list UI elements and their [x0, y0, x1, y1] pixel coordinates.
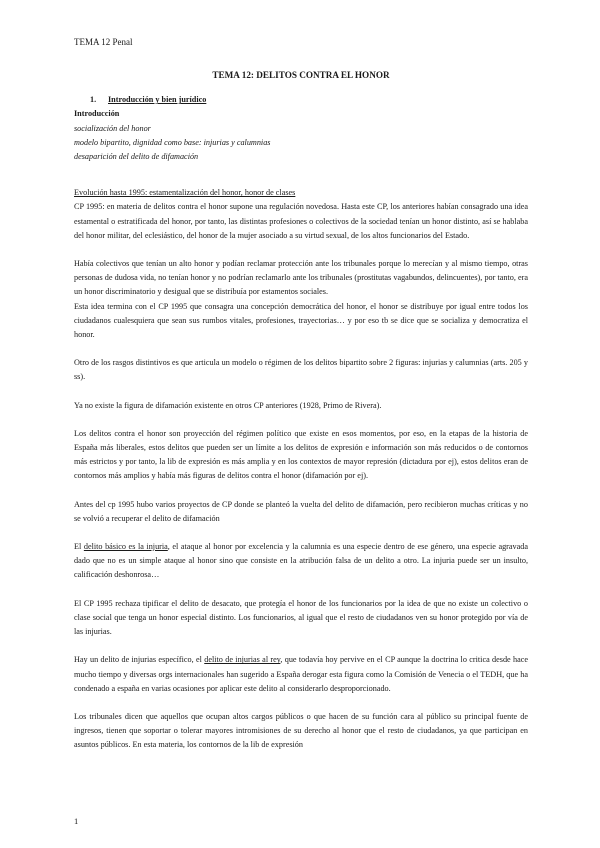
running-header: TEMA 12 Penal [74, 37, 133, 47]
paragraph: Otro de los rasgos distintivos es que articula un modelo o régimen de los delitos bipartito sobre 2 figuras: injurias y calumnias (arts. 205 y ss). [74, 358, 528, 382]
section-number: 1. [90, 95, 97, 105]
paragraph-text: Hay un delito de injurias específico, el [74, 655, 205, 665]
paragraph [74, 653, 528, 696]
underlined-term: delito básico es la injuria [83, 542, 168, 552]
intro-heading: Introducción [74, 109, 120, 119]
paragraph: Antes del cp 1995 hubo varios proyectos de CP donde se planteó la vuelta del delito de difamación, pero recibieron muchas críticas y no se volvió a recuperar el delito de difamación [74, 499, 528, 523]
page-number: 1 [74, 816, 79, 826]
paragraph-text: , que todavía hoy pervive en el CP aunque la doctrina lo critica desde hace mucho tiempo y diversas orgs internacionales han sugerido a España derogar esta figura como la Comisión de Venecia o el TEDH, que ha condenado a españa en varias ocasiones por aplicar este delito al considerarlo desproporcionado. [74, 655, 529, 693]
section-heading [90, 93, 528, 107]
paragraph: Ya no existe la figura de difamación existente en otros CP anteriores (1928, Primo de Rivera). [74, 400, 382, 410]
document-body [74, 68, 528, 753]
intro-item: desaparición del delito de difamación [74, 152, 199, 162]
paragraph: El CP 1995 rechaza tipificar el delito de desacato, que protegía el honor de los funcionarios por la idea de que no existe un colectivo o clase social que tenga un honor especial distinto. Los funcionarios, al igual que el resto de ciudadanos ven su honor protegido por vía de las injurias. [74, 598, 528, 637]
intro-item: modelo bipartito, dignidad como base: injurias y calumnias [74, 137, 271, 147]
subheading: Evolución hasta 1995: estamentalización del honor, honor de clases [74, 188, 296, 198]
paragraph [74, 540, 528, 583]
paragraph: CP 1995: en materia de delitos contra el honor supone una regulación novedosa. Hasta este CP, los anteriores habían consagrado una idea estamental o estratificada del honor, por tanto, las distintas profesiones o colectivos de la sociedad tenían un honor distinto, así se hablaba del honor militar, del eclesiástico, del honor de la mujer asociado a su virtud sexual, de los altos funcionarios del Estado. [74, 202, 528, 240]
section-title: Introducción y bien jurídico [108, 95, 207, 105]
paragraph: Los delitos contra el honor son proyección del régimen político que existe en esos momentos, por eso, en la etapas de la historia de España más liberales, estos delitos que pueden ser un límite a los delitos de expresión e información son más reducidos o de contornos más estrictos y por tanto, la lib de expresión es más amplia y en los contextos de mayor represión (dictadura por ej), estos delitos eran de contornos más amplios y había más figuras de delitos contra el honor (difamación por ej). [74, 428, 528, 481]
paragraph: Esta idea termina con el CP 1995 que consagra una concepción democrática del honor, el honor se distribuye por igual entre todos los ciudadanos cualesquiera que sean sus rumbos vitales, profesiones, trayectorias… y por eso tb se dice que se socializa y democratiza el honor. [74, 301, 528, 340]
underlined-term: delito de injurias al rey [204, 655, 281, 665]
intro-item: socialización del honor [74, 123, 151, 133]
paragraph: Los tribunales dicen que aquellos que ocupan altos cargos públicos o que hacen de su función cara al público su principal fuente de ingresos, tienen que soportar o tolerar mayores intromisiones de su derecho al honor que el resto de ciudadanos, ya que participan en asuntos públicos. En esta materia, los contornos de la lib de expresión [74, 711, 528, 750]
paragraph-text: El [74, 542, 84, 552]
paragraph-text: , el ataque al honor por excelencia y la calumnia es una especie dentro de ese género, una especie agravada dado que no es un simple ataque al honor sino que consiste en la atribución falsa de un delito a otro. La injuria puede ser un insulto, calificación deshonrosa… [74, 542, 529, 580]
document-title: TEMA 12: DELITOS CONTRA EL HONOR [212, 70, 390, 80]
paragraph: Había colectivos que tenían un alto honor y podían reclamar protección ante los tribunales porque lo merecían y al mismo tiempo, otras personas de dudosa vida, no tenían honor y no podrían reclamarlo ante los tribunales (prostitutas vagabundos, delincuentes), por tanto, era un honor discriminatorio y desigual que se distribuía por estamentos sociales. [74, 259, 528, 297]
